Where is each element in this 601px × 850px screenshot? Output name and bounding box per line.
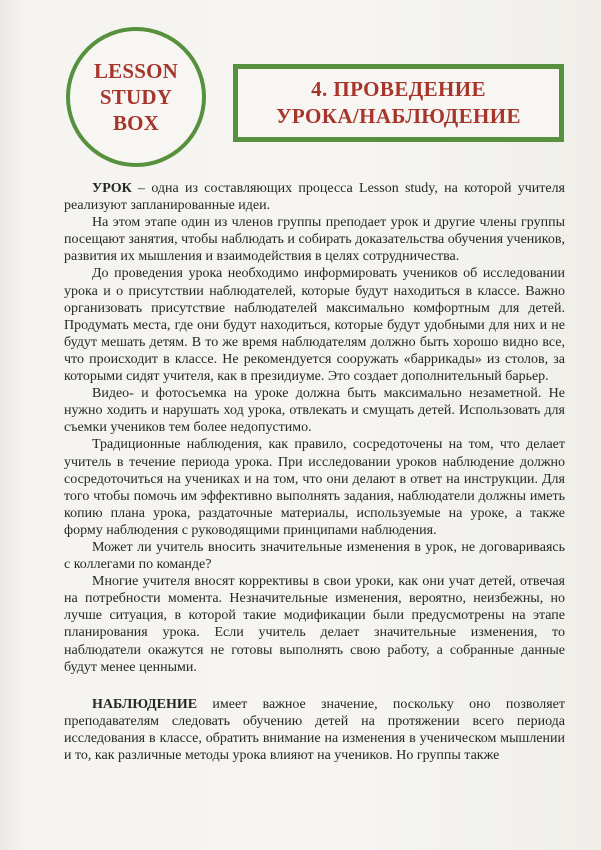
paragraph: Многие учителя вносят коррективы в свои уроки, как они учат детей, отвечая на потребности момента. Незначительные изменения, вероятно, неизбежны, но лучше ситуация, в которой такие модификации были предусмотрены на этапе планирования урока. Если учитель делает значительные изменения, то наблюдатели окажутся не готовы выполнять свою работу, а собранные данные будут менее ценными.: [64, 574, 565, 675]
paragraph: До проведения урока необходимо информировать учеников об исследовании урока и о присутствии наблюдателей, которые будут находиться в классе. Важно организовать присутствие наблюдателей максимально комфортным для детей. Продумать места, где они будут находиться, которые будут удобными для них и не будут мешать детям. В то же время наблюдателям должно быть хорошо видно все, что происходит в классе. Не рекомендуется сооружать «баррикады» из столов, за которыми сидят учителя, как в президиуме. Это создает дополнительный барьер.: [64, 266, 565, 385]
paragraph-text: – одна из составляющих процесса Lesson study, на которой учителя реализуют запланированные идеи.: [64, 181, 565, 214]
lesson-study-box-logo: [66, 27, 206, 167]
term-observation: НАБЛЮДЕНИЕ: [92, 696, 198, 712]
paragraph: На этом этапе один из членов группы преподает урок и другие члены группы посещают занятия, чтобы наблюдать и собирать доказательства обучения учеников, развития их мышления и взаимодействия в целях сотрудничества.: [64, 215, 565, 265]
paragraph: Может ли учитель вносить значительные изменения в урок, не договариваясь с коллегами по команде?: [64, 539, 565, 573]
paragraph: Традиционные наблюдения, как правило, сосредоточены на том, что делает учитель в течение периода урока. При исследовании уроков наблюдение должно сосредоточиться на учениках и на том, что они делают в ответ на инструкции. Для того чтобы помочь им эффективно выполнять задания, наблюдатели должны иметь копию плана урока, раздаточные материалы, используемые на уроке, а также форму наблюдения с руководящими принципами наблюдения.: [64, 437, 565, 538]
logo-line: BOX: [112, 111, 160, 135]
paragraph: Видео- и фотосъемка на уроке должна быть максимально незаметной. Не нужно ходить и нарушать ход урока, отвлекать и смущать детей. Использовать для съемки учеников тем более недопустимо.: [64, 386, 565, 436]
logo-line: LESSON: [93, 59, 179, 83]
section-title-line: 4. ПРОВЕДЕНИЕ: [311, 77, 486, 101]
paragraph-text: имеет важное значение, поскольку оно позволяет преподавателям следовать обучению детей на протяжении всего периода исследования в классе, обратить внимание на изменения в ученическом мышлении и то, как различные методы урока влияют на учеников. Но группы также: [64, 696, 565, 763]
section-title-box: [233, 64, 564, 142]
paragraph-observation: [64, 696, 565, 764]
logo-line: STUDY: [99, 85, 173, 109]
term-lesson: УРОК: [92, 181, 132, 196]
section-title-line: УРОКА/НАБЛЮДЕНИЕ: [276, 104, 521, 128]
body-text: [64, 180, 565, 764]
paragraph-lesson: [64, 180, 565, 214]
